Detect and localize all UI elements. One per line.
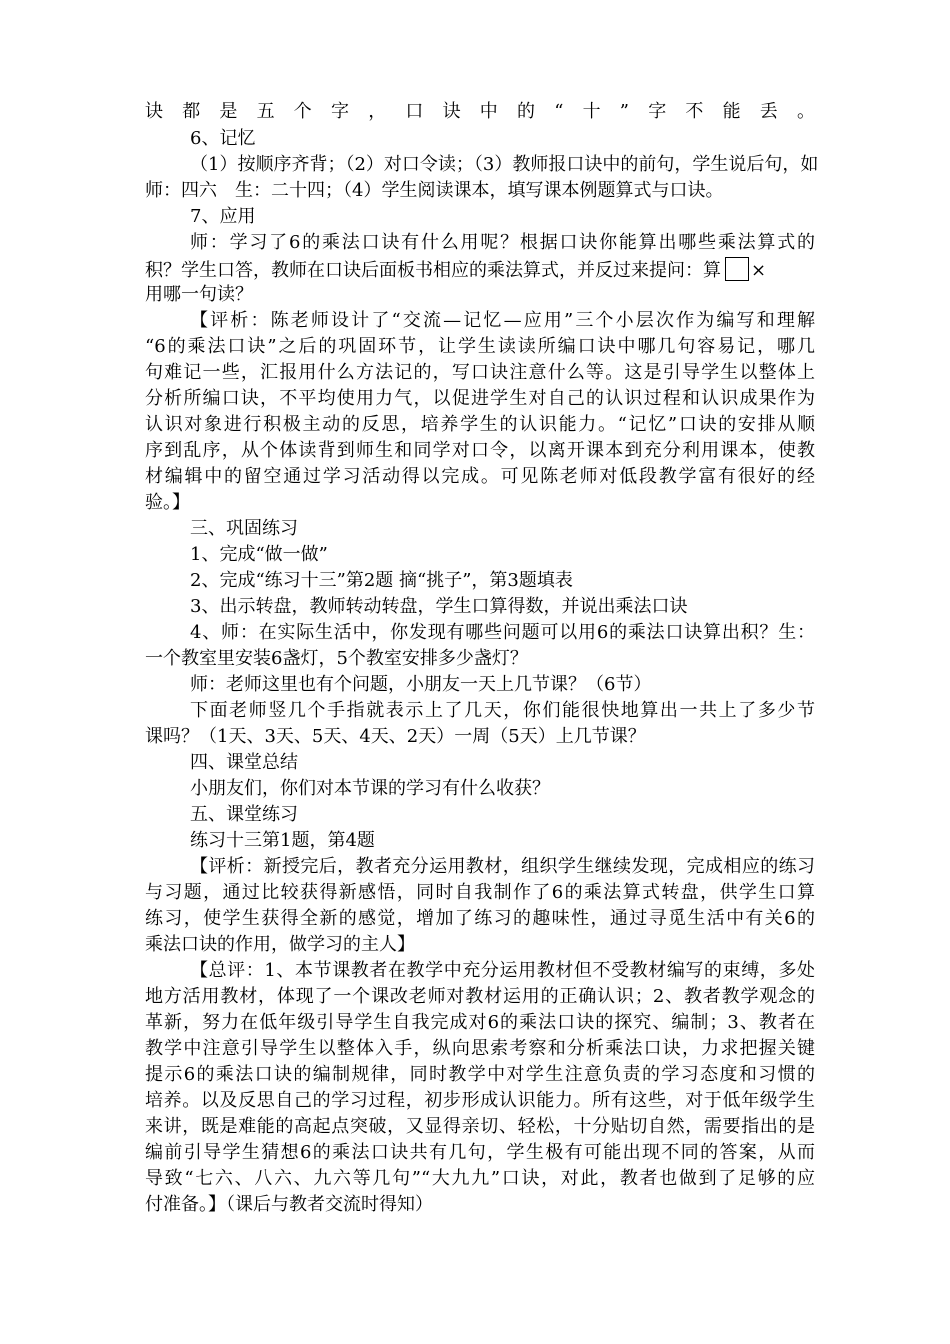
text-line (145, 491, 815, 517)
line-text: 1、完成“做一做” (190, 544, 328, 565)
line-text: 一个教室里安装6盏灯，5个教室安排多少盏灯？ (145, 648, 528, 669)
text-line (190, 153, 819, 179)
line-text: 【评析：新授完后，教者充分运用教材，组织学生继续发现，完成相应的练习 (190, 856, 815, 877)
text-line (145, 881, 815, 907)
text-line (190, 777, 815, 803)
text-line (145, 1063, 815, 1089)
text-line (190, 855, 815, 881)
times-sign: × (751, 260, 767, 281)
line-text: 乘法口诀的作用，做学习的主人】 (145, 934, 415, 955)
line-text: （1）按顺序齐背；（2）对口令读；（3）教师报口诀中的前句，学生说后句，如 (190, 154, 819, 175)
text-line (145, 465, 815, 491)
line-text: 【总评：1、本节课教者在教学中充分运用教材但不受教材编写的束缚，多处 (190, 960, 815, 981)
section-heading (190, 803, 815, 829)
line-text: 师：老师这里也有个问题，小朋友一天上几节课？（6节） (190, 674, 652, 695)
line-text: 句难记一些，汇报用什么方法记的，写口诀注意什么等。这是引导学生以整体上 (145, 362, 815, 383)
text-line (145, 1037, 815, 1063)
text-line (145, 1141, 815, 1167)
text-line (145, 387, 815, 413)
line-text: 师：四六 生：二十四；（4）学生阅读课本，填写课本例题算式与口诀。 (145, 180, 724, 201)
line-text: 积？学生口答，教师在口诀后面板书相应的乘法算式，并反过来提问：算 (145, 260, 721, 281)
line-text: 付准备。】（课后与教者交流时得知） (145, 1194, 433, 1215)
text-line-with-blank (145, 257, 815, 283)
line-text: 2、完成“练习十三”第2题 摘“挑子”，第3题填表 (190, 570, 573, 591)
text-line (145, 1089, 815, 1115)
text-line (145, 1011, 815, 1037)
text-line (145, 100, 815, 126)
line-text: 用哪一句读？ (145, 284, 253, 305)
line-text: 师：学习了6的乘法口诀有什么用呢？根据口诀你能算出哪些乘法算式的 (190, 232, 815, 253)
line-text: 导致“七六、八六、九六等几句”“大九九”口诀，对此，教者也做到了足够的应 (145, 1168, 815, 1189)
text-line (145, 361, 815, 387)
line-text: 验。】 (145, 492, 190, 513)
line-text: 五、课堂练习 (190, 804, 298, 825)
text-line (145, 907, 815, 933)
text-line (190, 699, 815, 725)
text-line (190, 543, 815, 569)
text-line (145, 647, 815, 673)
text-line (145, 1193, 815, 1219)
line-text: 编前引导学生猜想6的乘法口诀共有几句，学生极有可能出现不同的答案，从而 (145, 1142, 815, 1163)
section-heading (190, 751, 815, 777)
line-text: 7、应用 (190, 206, 256, 227)
text-line (145, 283, 815, 309)
text-line (190, 959, 815, 985)
line-text: 序到乱序，从个体读背到师生和同学对口令，以离开课本到充分利用课本，使教 (145, 440, 815, 461)
line-text: 6、记忆 (190, 128, 256, 149)
line-text: 小朋友们，你们对本节课的学习有什么收获？ (190, 778, 550, 799)
heading-application (190, 205, 815, 231)
text-line (145, 985, 815, 1011)
text-line (190, 673, 815, 699)
text-line (145, 725, 815, 751)
heading-memory (190, 127, 815, 153)
text-line (145, 413, 815, 439)
text-line (190, 621, 815, 647)
line-text: 三、巩固练习 (190, 518, 298, 539)
line-text: 认识对象进行积极主动的反思，培养学生的认识能力。“记忆”口诀的安排从顺 (145, 414, 815, 435)
line-text: 练习，使学生获得全新的感觉，增加了练习的趣味性，通过寻觅生活中有关6的 (145, 908, 815, 929)
text-line (190, 595, 815, 621)
text-line (190, 231, 815, 257)
text-line (145, 179, 815, 205)
line-text: 下面老师竖几个手指就表示上了几天，你们能很快地算出一共上了多少节 (190, 700, 815, 721)
line-text: 与习题，通过比较获得新感悟，同时自我制作了6的乘法算式转盘，供学生口算 (145, 882, 815, 903)
line-text: 来讲，既是难能的高起点突破，又显得亲切、轻松，十分贴切自然，需要指出的是 (145, 1116, 815, 1137)
line-text: 诀都是五个字，口诀中的“十”字不能丢。 (145, 101, 815, 122)
text-line (145, 439, 815, 465)
text-line (190, 309, 815, 335)
line-text: 教学中注意引导学生以整体入手，纵向思索考察和分析乘法口诀，力求把握关键 (145, 1038, 815, 1059)
line-text: 3、出示转盘，教师转动转盘，学生口算得数，并说出乘法口诀 (190, 596, 688, 617)
text-line (145, 1115, 815, 1141)
line-text: 练习十三第1题，第4题 (190, 830, 375, 851)
line-text: 课吗？（1天、3天、5天、4天、2天）一周（5天）上几节课？ (145, 726, 646, 747)
line-text: 材编辑中的留空通过学习活动得以完成。可见陈老师对低段教学富有很好的经 (145, 466, 815, 487)
line-text: 【评析：陈老师设计了“交流—记忆—应用”三个小层次作为编写和理解 (190, 310, 815, 331)
section-heading (190, 517, 815, 543)
line-text: 分析所编口诀，不平均使用力气，以促进学生对自己的认识过程和认识成果作为 (145, 388, 815, 409)
line-text: 地方活用教材，体现了一个课改老师对教材运用的正确认识；2、教者教学观念的 (145, 986, 815, 1007)
text-line (145, 335, 815, 361)
line-text: 培养。以及反思自己的学习过程，初步形成认识能力。所有这些，对于低年级学生 (145, 1090, 815, 1111)
line-text: “6的乘法口诀”之后的巩固环节，让学生读读所编口诀中哪几句容易记，哪几 (145, 336, 815, 357)
line-text: 四、课堂总结 (190, 752, 298, 773)
line-text: 4、师：在实际生活中，你发现有哪些问题可以用6的乘法口诀算出积？生： (190, 622, 815, 643)
text-line (145, 933, 815, 959)
line-text: 提示6的乘法口诀的编制规律，同时教学中对学生注意负责的学习态度和习惯的 (145, 1064, 815, 1085)
text-line (190, 569, 815, 595)
text-line (145, 1167, 815, 1193)
line-text: 革新，努力在低年级引导学生自我完成对6的乘法口诀的探究、编制；3、教者在 (145, 1012, 815, 1033)
blank-box (725, 257, 749, 281)
text-line (190, 829, 815, 855)
